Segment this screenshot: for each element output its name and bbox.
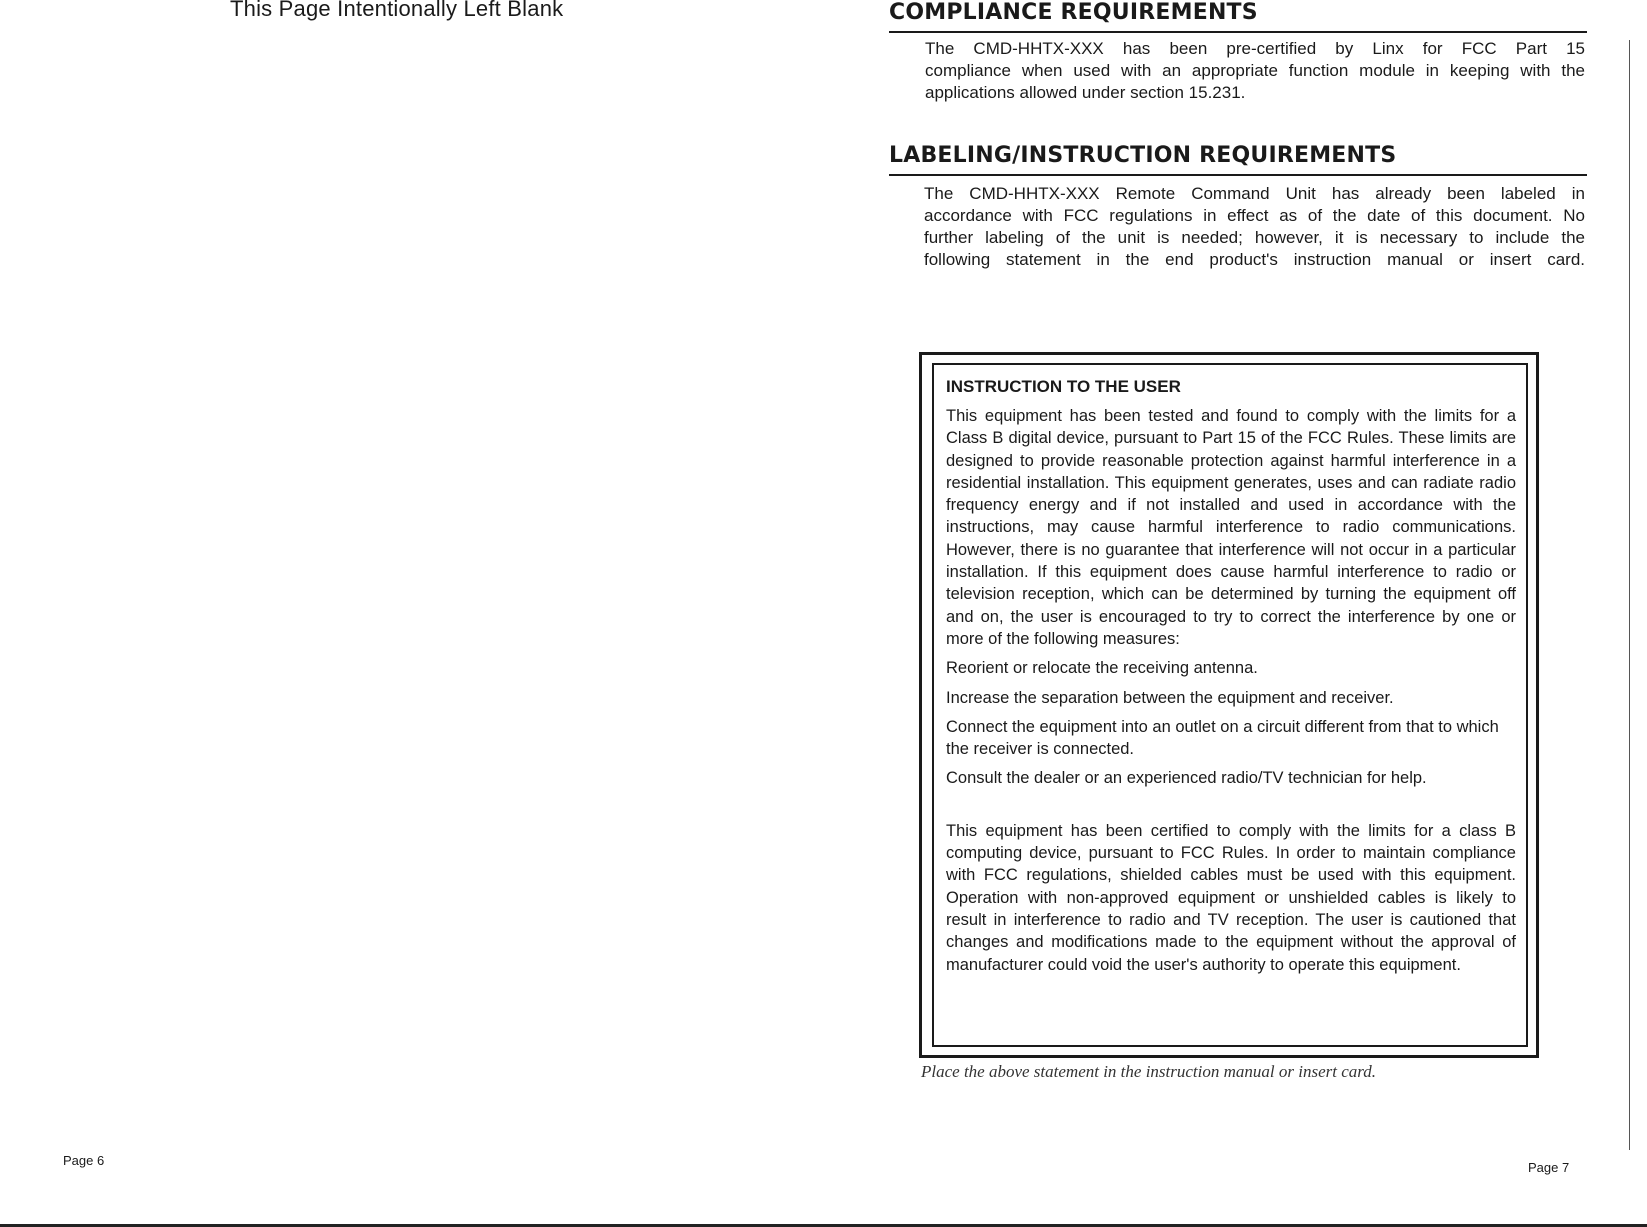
notice-paragraph-1: This equipment has been tested and found to comply with the limits for a Class B digital device, pursuant to Part 15 of the FCC Rules. These limits are designed to provide reasonable protection against harmful interference in a residential installation. This equipment generates, uses and can radiate radio frequency energy and if not installed and used in accordance with the instructions, may cause harmful interference to radio communications. However, there is no guarantee that interference will not occur in a particular installation. If this equipment does cause harmful interference to radio or television reception, which can be determined by turning the equipment off and on, the user is encouraged to try to correct the interference by one or more of the following measures: xyxy=(946,407,1516,648)
compliance-paragraph xyxy=(925,38,1585,104)
blank-page-note: This Page Intentionally Left Blank xyxy=(230,0,564,21)
notice-measure: Increase the separation between the equipment and receiver. xyxy=(946,688,1394,707)
compliance-line: applications allowed under section 15.231. xyxy=(925,83,1246,102)
page-number-left: Page 6 xyxy=(63,1153,105,1168)
compliance-line: compliance when used with an appropriate function module in keeping with the xyxy=(925,61,1585,80)
notice-title: INSTRUCTION TO THE USER xyxy=(946,377,1181,396)
notice-measure: Reorient or relocate the receiving antenna. xyxy=(946,659,1258,678)
user-notice-box xyxy=(919,352,1539,1058)
scan-edge-line xyxy=(1629,40,1630,1150)
labeling-line: further labeling of the unit is needed; however, it is necessary to include the xyxy=(924,228,1585,247)
compliance-line: The CMD-HHTX-XXX has been pre-certified by Linx for FCC Part 15 xyxy=(925,39,1585,58)
labeling-line: accordance with FCC regulations in effect as of the date of this document. No xyxy=(924,206,1585,225)
compliance-heading-rule xyxy=(889,31,1587,33)
labeling-heading: LABELING/INSTRUCTION REQUIREMENTS xyxy=(889,143,1397,168)
labeling-heading-rule xyxy=(889,174,1587,176)
notice-measure: Connect the equipment into an outlet on a circuit different from that to which the receiver is connected. xyxy=(946,717,1499,759)
notice-paragraph-2: This equipment has been certified to comply with the limits for a class B computing device, pursuant to FCC Rules. In order to maintain compliance with FCC regulations, shielded cables must be used with this equipment. Operation with non-approved equipment or unshielded cables is likely to result in interference to radio and TV reception. The user is cautioned that changes and modifications made to the equipment without the approval of manufacturer could void the user's authority to operate this equipment. xyxy=(946,821,1516,974)
user-notice-inner-frame xyxy=(932,363,1528,1047)
labeling-paragraph xyxy=(924,183,1585,271)
placement-caption: Place the above statement in the instruction manual or insert card. xyxy=(921,1062,1376,1081)
notice-measure: Consult the dealer or an experienced radio/TV technician for help. xyxy=(946,769,1427,788)
page-number-right: Page 7 xyxy=(1528,1160,1570,1175)
labeling-line: following statement in the end product's instruction manual or insert card. xyxy=(924,250,1585,269)
labeling-line: The CMD-HHTX-XXX Remote Command Unit has already been labeled in xyxy=(924,184,1585,203)
compliance-heading: COMPLIANCE REQUIREMENTS xyxy=(889,0,1258,25)
